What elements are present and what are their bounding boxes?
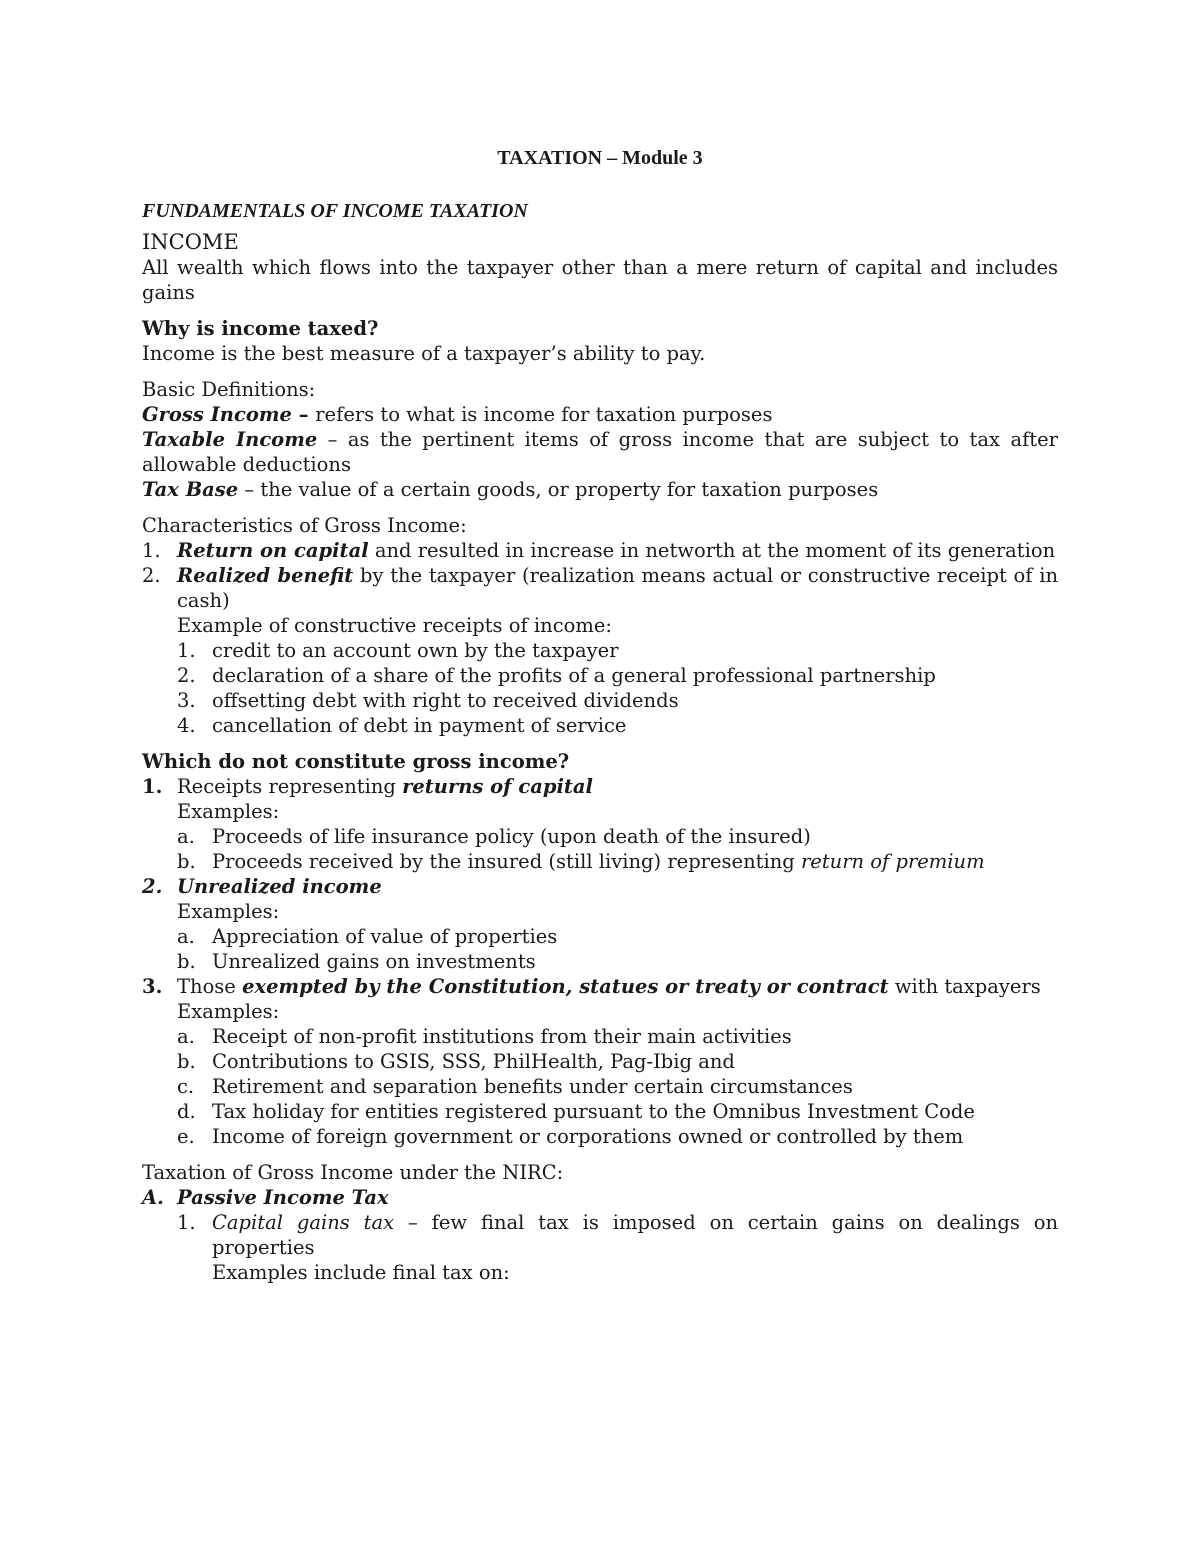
list-item: 2. Realized benefit by the taxpayer (realization means actual or constructive receipt of in cash): [142, 564, 1058, 612]
why-answer: Income is the best measure of a taxpayer’s ability to pay.: [142, 342, 706, 365]
definition-text: refers to what is income for taxation purposes: [315, 403, 773, 426]
list-item: c. Retirement and separation benefits under certain circumstances: [177, 1075, 853, 1098]
examples-label: Examples:: [177, 800, 280, 823]
list-item: 3. Those exempted by the Constitution, statues or treaty or contract with taxpayers: [142, 975, 1041, 998]
definition-taxable-income: Taxable Income – as the pertinent items of gross income that are subject to tax after allowable deductions: [142, 428, 1058, 476]
list-item: 1. Return on capital and resulted in increase in networth at the moment of its generation: [142, 539, 1056, 562]
list-item: 1. Capital gains tax – few final tax is imposed on certain gains on dealings on properties: [177, 1211, 1059, 1259]
why-heading: Why is income taxed?: [142, 317, 379, 340]
definition-text: the value of a certain goods, or property for taxation purposes: [260, 478, 879, 501]
page-title: TAXATION – Module 3: [497, 147, 703, 169]
list-item: 1. credit to an account own by the taxpayer: [177, 639, 619, 662]
definition-tax-base: Tax Base – the value of a certain goods, or property for taxation purposes: [142, 478, 879, 501]
definition-term: Gross Income: [142, 403, 292, 426]
nirc-heading: Taxation of Gross Income under the NIRC:: [142, 1161, 564, 1184]
document-subtitle: FUNDAMENTALS OF INCOME TAXATION: [142, 200, 528, 222]
list-item: 2. declaration of a share of the profits of a general professional partnership: [177, 664, 936, 687]
definition-term: Taxable Income: [142, 428, 318, 451]
list-item: b. Proceeds received by the insured (still living) representing return of premium: [177, 850, 985, 873]
list-item: 4. cancellation of debt in payment of service: [177, 714, 627, 737]
examples-label: Examples:: [177, 1000, 280, 1023]
constructive-receipts-heading: Example of constructive receipts of income:: [177, 614, 612, 637]
income-definition: All wealth which flows into the taxpayer other than a mere return of capital and includes gains: [142, 256, 1058, 304]
list-item: e. Income of foreign government or corporations owned or controlled by them: [177, 1125, 964, 1148]
definition-term: Tax Base: [142, 478, 239, 501]
list-item: 2. Unrealized income: [142, 875, 382, 898]
definition-text: as the pertinent items of gross income that are subject to tax after allowable deductions: [142, 428, 1058, 476]
list-item: A. Passive Income Tax: [142, 1186, 389, 1209]
list-item: a. Proceeds of life insurance policy (upon death of the insured): [177, 825, 811, 848]
list-item: b. Contributions to GSIS, SSS, PhilHealth, Pag-Ibig and: [177, 1050, 735, 1073]
not-gross-heading: Which do not constitute gross income?: [142, 750, 570, 773]
list-item: d. Tax holiday for entities registered pursuant to the Omnibus Investment Code: [177, 1100, 975, 1123]
examples-include: Examples include final tax on:: [212, 1261, 510, 1284]
definition-gross-income: Gross Income – refers to what is income for taxation purposes: [142, 403, 773, 426]
list-item: a. Receipt of non-profit institutions from their main activities: [177, 1025, 792, 1048]
list-item: 1. Receipts representing returns of capital: [142, 775, 593, 798]
characteristics-heading: Characteristics of Gross Income:: [142, 514, 467, 537]
examples-label: Examples:: [177, 900, 280, 923]
document-content: [142, 143, 1058, 1285]
list-item: b. Unrealized gains on investments: [177, 950, 536, 973]
income-heading: INCOME: [142, 230, 239, 254]
basic-definitions-heading: Basic Definitions:: [142, 378, 316, 401]
list-item: 3. offsetting debt with right to received dividends: [177, 689, 679, 712]
list-item: a. Appreciation of value of properties: [177, 925, 558, 948]
